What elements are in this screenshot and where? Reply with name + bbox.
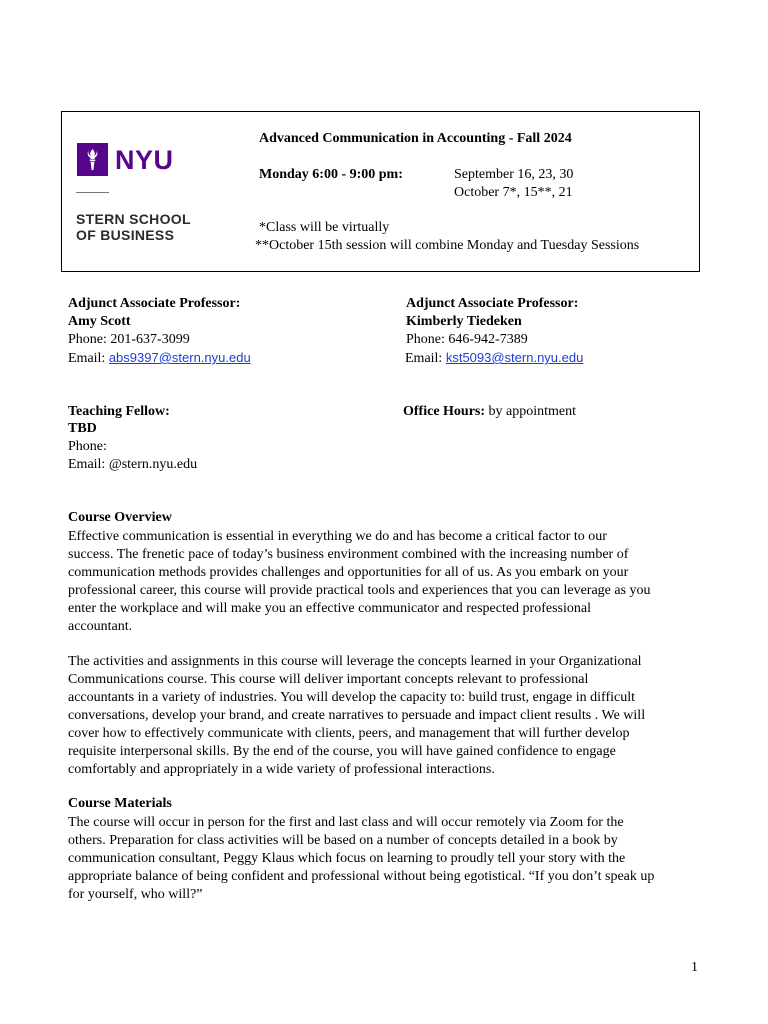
office-hours — [403, 404, 576, 420]
professor-1-phone — [68, 332, 190, 348]
school-name-line2: OF BUSINESS — [76, 227, 175, 243]
professor-1-email — [68, 350, 251, 367]
teaching-fellow-phone: Phone: — [68, 439, 107, 454]
nyu-wordmark: NYU — [115, 145, 174, 175]
phone-label: Phone: — [68, 332, 107, 347]
paragraph-line: enter the workplace and will make you an effective communicator and respected professional — [68, 601, 591, 616]
paragraph-line: cover how to effectively communicate with clients, peers, and management that will further develop — [68, 726, 630, 741]
logo-divider — [76, 192, 109, 193]
phone-value: 646-942-7389 — [448, 332, 528, 347]
professor-2-name: Kimberly Tiedeken — [406, 314, 522, 329]
course-overview-paragraph-1 — [68, 528, 708, 636]
teaching-fellow-name: TBD — [68, 421, 97, 436]
paragraph-line: conversations, develop your brand, and create narratives to persuade and impact client results . We will — [68, 708, 646, 723]
schedule-label: Monday 6:00 - 9:00 pm: — [259, 167, 403, 182]
paragraph-line: Effective communication is essential in everything we do and has become a critical factor to our — [68, 529, 607, 544]
paragraph-line: success. The frenetic pace of today’s business environment combined with the increasing number of — [68, 547, 629, 562]
teaching-fellow-email — [68, 457, 197, 473]
course-materials-paragraph — [68, 814, 708, 904]
school-name-line1: STERN SCHOOL — [76, 211, 191, 227]
paragraph-line: accountant. — [68, 619, 133, 634]
paragraph-line: The activities and assignments in this course will leverage the concepts learned in your Organizational — [68, 654, 642, 669]
course-materials-heading: Course Materials — [68, 796, 172, 811]
paragraph-line: appropriate balance of being confident and professional without being egotistical. “If you don’t speak up — [68, 869, 655, 884]
paragraph-line: requisite interpersonal skills. By the end of the course, you will have gained confidence to engage — [68, 744, 616, 759]
teaching-fellow-email-value: @stern.nyu.edu — [108, 457, 198, 472]
virtual-note: *Class will be virtually — [259, 220, 390, 235]
paragraph-line: others. Preparation for class activities will be based on a number of concepts detailed in a book by — [68, 833, 618, 848]
paragraph-line: for yourself, who will?” — [68, 887, 203, 902]
page-number: 1 — [691, 960, 698, 975]
course-title: Advanced Communication in Accounting - Fall 2024 — [259, 131, 572, 146]
schedule-dates-october: October 7*, 15**, 21 — [454, 185, 573, 200]
paragraph-line: communication methods provides challenges and opportunities for all of us. As you embark on your — [68, 565, 629, 580]
professor-1-name: Amy Scott — [68, 314, 131, 329]
professor-2-title: Adjunct Associate Professor: — [406, 296, 579, 311]
professor-2-email — [405, 350, 583, 367]
office-hours-label: Office Hours: — [403, 404, 486, 419]
paragraph-line: professional career, this course will provide practical tools and experiences that you can leverage as you — [68, 583, 651, 598]
schedule-dates-september: September 16, 23, 30 — [454, 167, 574, 182]
combined-session-note: **October 15th session will combine Monday and Tuesday Sessions — [255, 238, 640, 253]
course-overview-heading: Course Overview — [68, 510, 172, 525]
professor-1-email-link[interactable]: abs9397@stern.nyu.edu — [108, 350, 251, 365]
nyu-logo-mark — [77, 143, 108, 176]
email-label: Email: — [68, 457, 106, 472]
professor-2-email-link[interactable]: kst5093@stern.nyu.edu — [445, 350, 584, 365]
course-header-box — [61, 111, 700, 272]
office-hours-value: by appointment — [488, 404, 577, 419]
paragraph-line: The course will occur in person for the first and last class and will occur remotely via Zoom for the — [68, 815, 624, 830]
email-label: Email: — [68, 351, 106, 366]
paragraph-line: communication consultant, Peggy Klaus which focus on learning to proudly tell your story with the — [68, 851, 626, 866]
professor-1-title: Adjunct Associate Professor: — [68, 296, 241, 311]
torch-icon — [77, 143, 108, 176]
phone-label: Phone: — [406, 332, 445, 347]
teaching-fellow-title: Teaching Fellow: — [68, 404, 170, 419]
paragraph-line: Communications course. This course will deliver important concepts relevant to professional — [68, 672, 589, 687]
phone-value: 201-637-3099 — [110, 332, 190, 347]
course-overview-paragraph-2 — [68, 653, 708, 779]
email-label: Email: — [405, 351, 443, 366]
paragraph-line: accountants in a variety of industries. You will develop the capacity to: build trust, engage in difficult — [68, 690, 636, 705]
paragraph-line: comfortably and appropriately in a wide variety of professional interactions. — [68, 762, 495, 777]
professor-2-phone — [406, 332, 528, 348]
